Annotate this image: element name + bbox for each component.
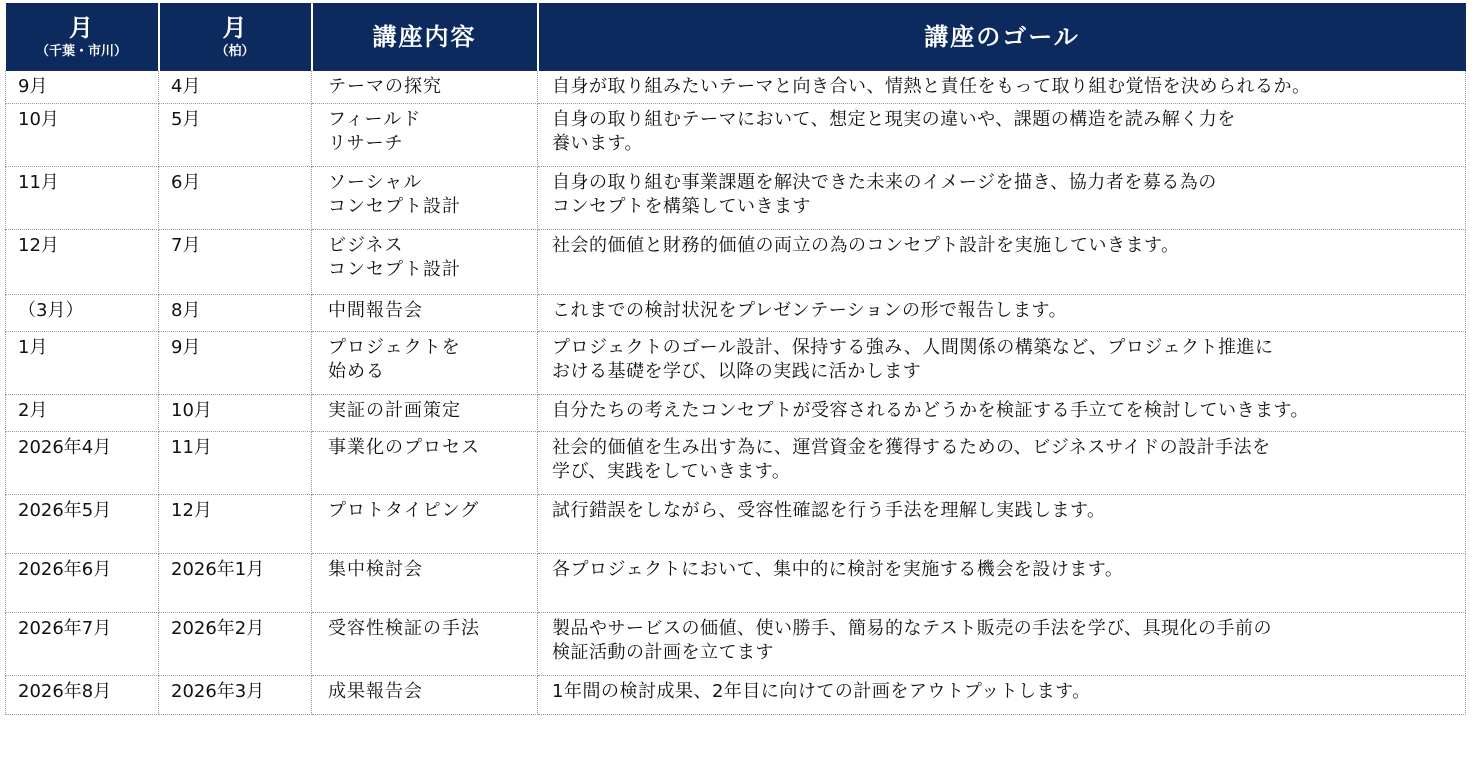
table-body xyxy=(6,71,1466,715)
cell-month-kashiwa: 12月 xyxy=(159,495,312,554)
table-row xyxy=(6,495,1466,554)
table-row xyxy=(6,613,1466,676)
header-location-kashiwa: （柏） xyxy=(215,44,255,59)
cell-course-goal: 自身が取り組みたいテーマと向き合い、情熱と責任をもって取り組む覚悟を決められるか。 xyxy=(538,71,1466,104)
cell-month-chiba: 2026年7月 xyxy=(6,613,159,676)
table-row xyxy=(6,554,1466,613)
cell-month-chiba: 9月 xyxy=(6,71,159,104)
cell-course-content: 実証の計画策定 xyxy=(312,395,538,432)
course-schedule-table xyxy=(5,3,1466,715)
cell-course-goal: 自分たちの考えたコンセプトが受容されるかどうかを検証する手立てを検討していきます。 xyxy=(538,395,1466,432)
table-row xyxy=(6,167,1466,230)
cell-month-kashiwa: 2026年3月 xyxy=(159,676,312,715)
cell-month-kashiwa: 9月 xyxy=(159,332,312,395)
header-month-label: 月 xyxy=(69,14,94,42)
cell-month-chiba: 11月 xyxy=(6,167,159,230)
cell-month-kashiwa: 5月 xyxy=(159,104,312,167)
cell-month-kashiwa: 4月 xyxy=(159,71,312,104)
table-row xyxy=(6,332,1466,395)
cell-course-goal: 社会的価値を生み出す為に、運営資金を獲得するための、ビジネスサイドの設計手法を 学び、実践をしていきます。 xyxy=(538,432,1466,495)
cell-course-goal: 試行錯誤をしながら、受容性確認を行う手法を理解し実践します。 xyxy=(538,495,1466,554)
cell-course-goal: 自身の取り組むテーマにおいて、想定と現実の違いや、課題の構造を読み解く力を 養います。 xyxy=(538,104,1466,167)
cell-course-content: プロトタイピング xyxy=(312,495,538,554)
cell-course-goal: 自身の取り組む事業課題を解決できた未来のイメージを描き、協力者を募る為の コンセプトを構築していきます xyxy=(538,167,1466,230)
header-location-chiba-ichikawa: （千葉・市川） xyxy=(35,44,127,59)
table-row xyxy=(6,71,1466,104)
cell-month-kashiwa: 8月 xyxy=(159,295,312,332)
header-month-kashiwa xyxy=(159,3,312,71)
cell-course-content: 成果報告会 xyxy=(312,676,538,715)
cell-month-chiba: 2026年5月 xyxy=(6,495,159,554)
cell-course-content: プロジェクトを 始める xyxy=(312,332,538,395)
cell-month-kashiwa: 10月 xyxy=(159,395,312,432)
cell-month-kashiwa: 7月 xyxy=(159,230,312,295)
table-row xyxy=(6,432,1466,495)
cell-course-goal: 1年間の検討成果、2年目に向けての計画をアウトプットします。 xyxy=(538,676,1466,715)
cell-course-content: 集中検討会 xyxy=(312,554,538,613)
cell-month-chiba: 10月 xyxy=(6,104,159,167)
cell-month-kashiwa: 6月 xyxy=(159,167,312,230)
header-course-content: 講座内容 xyxy=(312,3,538,71)
cell-month-kashiwa: 2026年2月 xyxy=(159,613,312,676)
cell-month-chiba: 1月 xyxy=(6,332,159,395)
cell-month-chiba: 12月 xyxy=(6,230,159,295)
cell-month-chiba: 2026年8月 xyxy=(6,676,159,715)
table-row xyxy=(6,395,1466,432)
cell-course-content: ビジネス コンセプト設計 xyxy=(312,230,538,295)
table-row xyxy=(6,104,1466,167)
cell-course-goal: 製品やサービスの価値、使い勝手、簡易的なテスト販売の手法を学び、具現化の手前の 検証活動の計画を立てます xyxy=(538,613,1466,676)
cell-month-chiba: 2026年6月 xyxy=(6,554,159,613)
cell-month-chiba: （3月） xyxy=(6,295,159,332)
cell-month-chiba: 2月 xyxy=(6,395,159,432)
cell-course-content: 中間報告会 xyxy=(312,295,538,332)
header-month-label: 月 xyxy=(222,14,248,42)
table-row xyxy=(6,676,1466,715)
cell-course-content: 受容性検証の手法 xyxy=(312,613,538,676)
cell-course-goal: プロジェクトのゴール設計、保持する強み、人間関係の構築など、プロジェクト推進に おける基礎を学び、以降の実践に活かします xyxy=(538,332,1466,395)
cell-month-kashiwa: 11月 xyxy=(159,432,312,495)
cell-month-chiba: 2026年4月 xyxy=(6,432,159,495)
cell-course-content: テーマの探究 xyxy=(312,71,538,104)
cell-course-content: ソーシャル コンセプト設計 xyxy=(312,167,538,230)
cell-course-content: フィールド リサーチ xyxy=(312,104,538,167)
table-row xyxy=(6,230,1466,295)
cell-course-goal: 社会的価値と財務的価値の両立の為のコンセプト設計を実施していきます。 xyxy=(538,230,1466,295)
cell-month-kashiwa: 2026年1月 xyxy=(159,554,312,613)
cell-course-goal: 各プロジェクトにおいて、集中的に検討を実施する機会を設けます。 xyxy=(538,554,1466,613)
table-header xyxy=(6,3,1466,71)
header-course-goal: 講座のゴール xyxy=(538,3,1466,71)
header-month-chiba-ichikawa xyxy=(6,3,159,71)
cell-course-goal: これまでの検討状況をプレゼンテーションの形で報告します。 xyxy=(538,295,1466,332)
cell-course-content: 事業化のプロセス xyxy=(312,432,538,495)
table-row xyxy=(6,295,1466,332)
